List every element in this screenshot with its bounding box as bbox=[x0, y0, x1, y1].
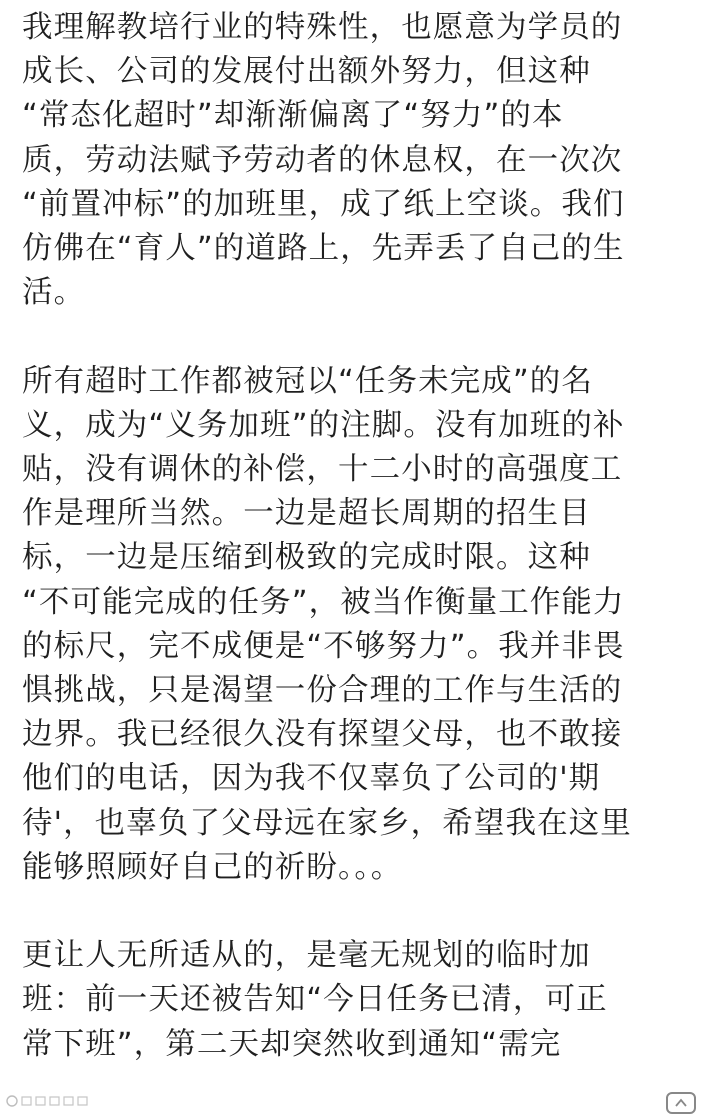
watermark-logo-icon bbox=[6, 1094, 126, 1108]
text-line: 的标尺，完不成便是“不够努力”。我并非畏 bbox=[22, 628, 625, 664]
text-line: 他们的电话，因为我不仅辜负了公司的'期 bbox=[22, 761, 601, 797]
text-line: 惧挑战，只是渴望一份合理的工作与生活的 bbox=[22, 673, 623, 709]
text-line: 作是理所当然。一边是超长周期的招生目 bbox=[22, 496, 591, 532]
article-body bbox=[22, 6, 698, 1067]
text-line: 义，成为“义务加班”的注脚。没有加班的补 bbox=[22, 407, 625, 443]
text-line: 质，劳动法赋予劳动者的休息权，在一次次 bbox=[22, 142, 623, 178]
text-line: 能够照顾好自己的祈盼。。。 bbox=[22, 849, 403, 885]
text-line: 常下班”，第二天却突然收到通知“需完 bbox=[22, 1026, 562, 1062]
text-line: 仿佛在“育人”的道路上，先弄丢了自己的生 bbox=[22, 231, 625, 267]
text-line: “不可能完成的任务”，被当作衡量工作能力 bbox=[22, 584, 625, 620]
text-line: 班：前一天还被告知“今日任务已清，可正 bbox=[22, 982, 608, 1018]
text-line: 更让人无所适从的，是毫无规划的临时加 bbox=[22, 938, 591, 974]
text-line: “前置冲标”的加班里，成了纸上空谈。我们 bbox=[22, 186, 625, 222]
paragraph-1 bbox=[22, 6, 698, 315]
text-line: 我理解教培行业的特殊性，也愿意为学员的 bbox=[22, 10, 623, 45]
text-line: 所有超时工作都被冠以“任务未完成”的名 bbox=[22, 363, 594, 399]
text-line: 待'，也辜负了父母远在家乡，希望我在这里 bbox=[22, 805, 632, 841]
text-line: 贴，没有调休的补偿，十二小时的高强度工 bbox=[22, 452, 623, 488]
text-line: 成长、公司的发展付出额外努力，但这种 bbox=[22, 54, 591, 90]
text-line: 活。 bbox=[22, 275, 86, 311]
text-line: 边界。我已经很久没有探望父母，也不敢接 bbox=[22, 717, 623, 753]
paragraph-2 bbox=[22, 360, 698, 890]
paragraph-gap bbox=[22, 315, 698, 359]
watermark bbox=[6, 1094, 126, 1112]
paragraph-gap bbox=[22, 890, 698, 934]
paragraph-3 bbox=[22, 934, 698, 1067]
text-line: 标，一边是压缩到极致的完成时限。这种 bbox=[22, 540, 591, 576]
share-button[interactable] bbox=[666, 1092, 696, 1114]
share-icon bbox=[668, 1094, 694, 1112]
text-line: “常态化超时”却渐渐偏离了“努力”的本 bbox=[22, 98, 564, 134]
